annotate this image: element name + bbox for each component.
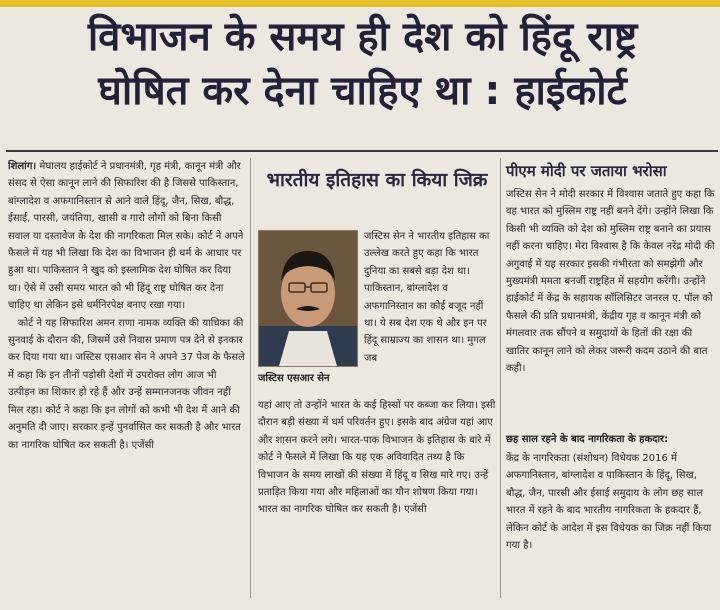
column-divider-2 (500, 158, 501, 598)
right-subheading-2: छह साल रहने के बाद नागरिकता के हकदार: (506, 434, 669, 445)
portrait-illustration (259, 231, 357, 366)
headline-line-1: विभाजन के समय ही देश को हिंदू राष्ट्र (87, 14, 638, 60)
right-text-2 (506, 450, 718, 598)
left-column (8, 158, 246, 598)
top-color-bar (0, 0, 720, 7)
middle-side-paragraph: जस्टिस सेन ने भारतीय इतिहास का उल्लेख करते हुए कहा कि भारत दुनिया का सबसे बड़ा देश था। पाकिस्तान, बांग्लादेश व अफगानिस्तान का कोई वजूद नहीं था। ये सब देश एक थे और इन पर हिंदू साम्राज्य का शासन था। मुगल जब (364, 231, 490, 364)
middle-subheading: भारतीय इतिहास का किया जिक्र (266, 169, 488, 191)
middle-side-text (364, 228, 496, 393)
photo-caption: जस्टिस एसआर सेन (258, 373, 330, 384)
left-paragraph-2: कोर्ट ने यह सिफारिश अमन राणा नामक व्यक्ति की याचिका की सुनवाई के दौरान की, जिसमें उसे निवास प्रमाण पत्र देने से इनकार कर दिया गया था। जस्टिस एसआर सेन ने अपने 37 पेज के फैसले में कहा कि इन तीनों पड़ोसी देशों में उपरोक्त लोग आज भी उत्पीड़न का शिकार हो रहे हैं और उन्हें सम्मानजनक जीवन नहीं मिल रहा। कोर्ट ने कहा कि इन लोगों को कभी भी देश में आने की अनुमति दी जाए। सरकार इन्हें पुनर्वासित कर सकती है और भारत का नागरिक घोषित कर सकती है। एजेंसी (8, 317, 245, 451)
headline-line-2: घोषित कर देना चाहिए था : हाईकोर्ट (98, 68, 627, 114)
right-paragraph-1: जस्टिस सेन ने मोदी सरकार में विश्वास जताते हुए कहा कि वह भारत को मुस्लिम राष्ट्र नहीं बनने देंगे। उन्होंने लिखा कि किसी भी व्यक्ति को देश को मुस्लिम राष्ट्र बनाने का प्रयास नहीं करना चाहिए। मेरा विश्वास है कि केवल नरेंद्र मोदी की अगुवाई में यह सरकार इसकी गंभीरता को समझेगी और मुख्यमंत्री ममता बनर्जी राष्ट्रहित में सहयोग करेंगी। उन्होंने हाईकोर्ट में केंद्र के सहायक सॉलिसिटर जनरल ए. पॉल को फैसले की प्रति प्रधानमंत्री, केंद्रीय गृह व कानून मंत्री को मंगलवार तक सौंपने व समुदायों के हितों की रक्षा की खातिर कानून लाने को लेकर जरूरी कदम उठाने की बात कही। (506, 189, 715, 375)
right-paragraph-2: केंद्र के नागरिकता (संशोधन) विधेयक 2016 में अफगानिस्तान, बांग्लादेश व पाकिस्तान के हिंदू, सिख, बौद्ध, जैन, पारसी और ईसाई समुदाय के लोग छह साल भारत में रहने के बाद भारतीय नागरिकता के हकदार हैं, लेकिन कोर्ट के आदेश में इस विधेयक का जिक्र नहीं किया गया है। (506, 453, 712, 552)
column-divider-1 (250, 158, 251, 598)
right-text-1 (506, 186, 718, 416)
justice-photo (258, 230, 358, 367)
left-paragraph-1: मेघालय हाईकोर्ट ने प्रधानमंत्री, गृह मंत्री, कानून मंत्री और संसद से ऐसा कानून लाने की सिफारिश की है जिससे पाकिस्तान, बांग्लादेश व अफगानिस्तान से आने वाले हिंदू, जैन, सिख, बौद्ध, ईसाई, पारसी, जयंतिया, खासी व गारो लोगों को बिना किसी सवाल या दस्तावेज के देश की नागरिकता मिल सके। कोर्ट ने अपने फैसले में यह भी लिखा कि देश का विभाजन ही धर्म के आधार पर हुआ था। पाकिस्तान ने खुद को इस्लामिक देश घोषित कर दिया था। ऐसे में उसी समय भारत को भी हिंदू राष्ट्र घोषित कर देना चाहिए था लेकिन इसे धर्मनिरपेक्ष बनाए रखा गया। (8, 161, 244, 312)
middle-bottom-paragraph: यहां आए तो उन्होंने भारत के कई हिस्सों पर कब्जा कर लिया। इसी दौरान बड़ी संख्या में धर्म परिवर्तन हुए। इसके बाद अंग्रेज यहां आए और शासन करने लगे। भारत-पाक विभाजन के इतिहास के बारे में कोर्ट ने फैसले में लिखा कि यह एक अविवादित तथ्य है कि विभाजन के समय लाखों की संख्या में हिंदू व सिख मारे गए। उन्हें प्रताड़ित किया गया और महिलाओं का यौन शोषण किया गया। भारत का नागरिक घोषित कर सकती है। एजेंसी (258, 400, 496, 516)
headline (10, 10, 715, 118)
dateline: शिलांग। (8, 161, 37, 172)
headline-divider (6, 150, 718, 152)
right-subheading: पीएम मोदी पर जताया भरोसा (506, 162, 667, 180)
middle-bottom-text (258, 397, 496, 597)
